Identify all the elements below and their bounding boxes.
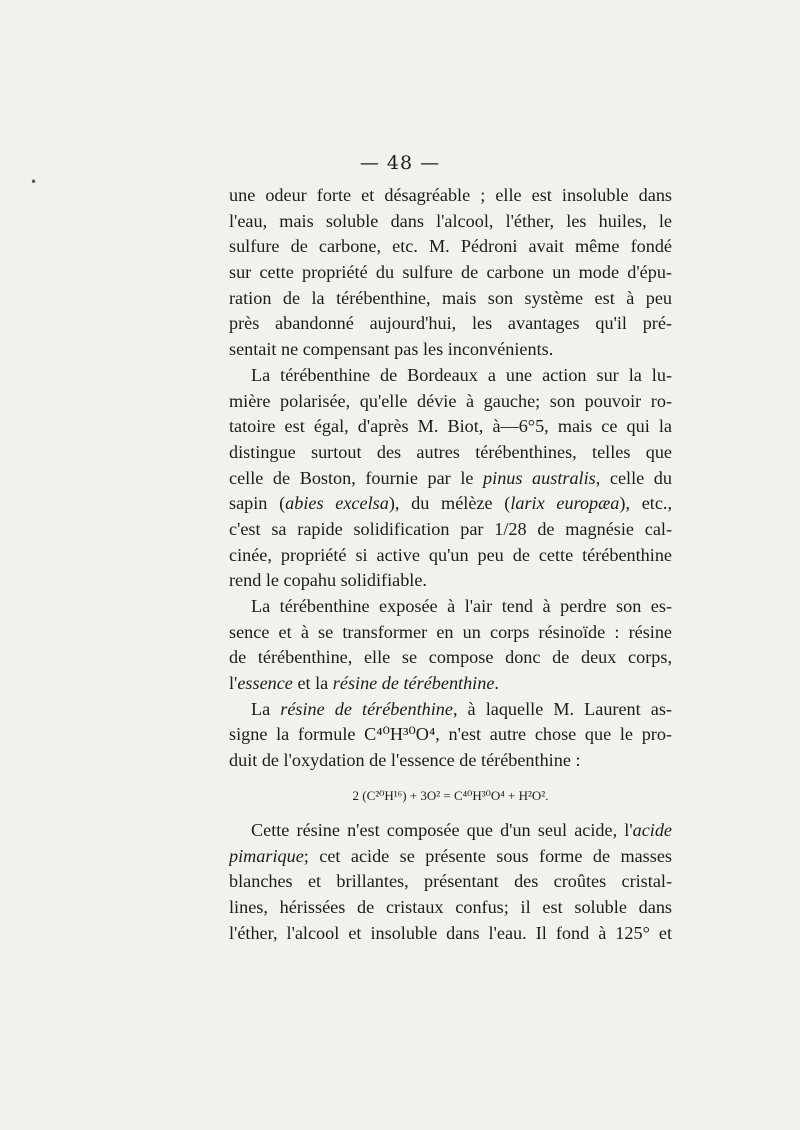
text-run: ), du mélèze ( [388,493,511,514]
italic-term: larix europæa [510,493,620,514]
text-line: distingue surtout des autres térébenthines, telles que [229,441,672,462]
text-line: La térébenthine exposée à l'air tend à perdre son es- [251,596,672,616]
margin-mark: • [30,175,38,189]
text-line [229,818,672,844]
chemical-formula: 2 (C²⁰H¹⁶) + 3O² = C⁴⁰H³⁰O⁴ + H²O². [352,787,549,803]
text-run: et la [292,673,333,694]
body-text [229,183,672,946]
text-line [229,844,672,870]
text-line: près abandonné aujourd'hui, les avantages qu'il pré- [229,313,672,334]
text-line: mière polarisée, qu'elle dévie à gauche; son pouvoir ro- [229,390,672,411]
text-line: sentait ne compensant pas les inconvénients. [229,339,554,360]
text-run: l' [229,673,238,694]
text-run: , à laquelle M. Laurent as- [452,698,672,719]
text-run: La [251,698,281,719]
italic-term: pimarique [229,845,304,866]
text-line: tatoire est égal, d'après M. Biot, à—6°5, mais ce qui la [229,416,672,437]
text-run: . [494,673,499,694]
italic-term: abies excelsa [285,493,389,514]
italic-term: acide [632,819,672,840]
text-line: rend le copahu solidifiable. [229,570,427,591]
text-run: sapin ( [229,493,286,514]
text-line [229,697,672,723]
text-line: blanches et brillantes, présentant des croûtes cristal- [229,871,672,892]
text-line: ration de la térébenthine, mais son système est à peu [229,287,672,308]
italic-term: essence [237,673,293,694]
text-line: l'éther, l'alcool et insoluble dans l'eau. Il fond à 125° et [229,922,672,943]
text-line: sur cette propriété du sulfure de carbone un mode d'épu- [229,262,672,283]
page-number: — 48 — [359,152,441,174]
text-line: signe la formule C⁴⁰H³⁰O⁴, n'est autre chose que le pro- [229,724,672,745]
text-line: cinée, propriété si active qu'un peu de cette térébenthine [229,544,672,565]
text-line: c'est sa rapide solidification par 1/28 de magnésie cal- [229,518,672,539]
text-line [229,671,672,697]
text-line: une odeur forte et désagréable ; elle est insoluble dans [229,185,672,205]
text-line: sence et à se transformer en un corps résinoïde : résine [229,621,672,642]
italic-term: résine de térébenthine [332,673,495,694]
italic-term: pinus australis [483,467,596,488]
italic-term: résine de térébenthine [280,698,453,719]
text-line: duit de l'oxydation de l'essence de térébenthine : [229,750,581,771]
text-line: l'eau, mais soluble dans l'alcool, l'éther, les huiles, le [229,210,672,231]
text-run: , celle du [595,467,672,488]
text-line: de térébenthine, elle se compose donc de deux corps, [229,647,672,668]
text-line [229,491,672,517]
text-line: sulfure de carbone, etc. M. Pédroni avait même fondé [229,236,672,257]
text-line: lines, hérissées de cristaux confus; il est soluble dans [229,896,672,917]
text-line [229,466,672,492]
text-run: ), etc., [619,493,672,514]
text-run: celle de Boston, fournie par le [229,467,484,488]
text-line: La térébenthine de Bordeaux a une action sur la lu- [251,364,672,385]
text-run: ; cet acide se présente sous forme de masses [303,845,672,866]
text-run: Cette résine n'est composée que d'un seul acide, l' [251,819,633,840]
